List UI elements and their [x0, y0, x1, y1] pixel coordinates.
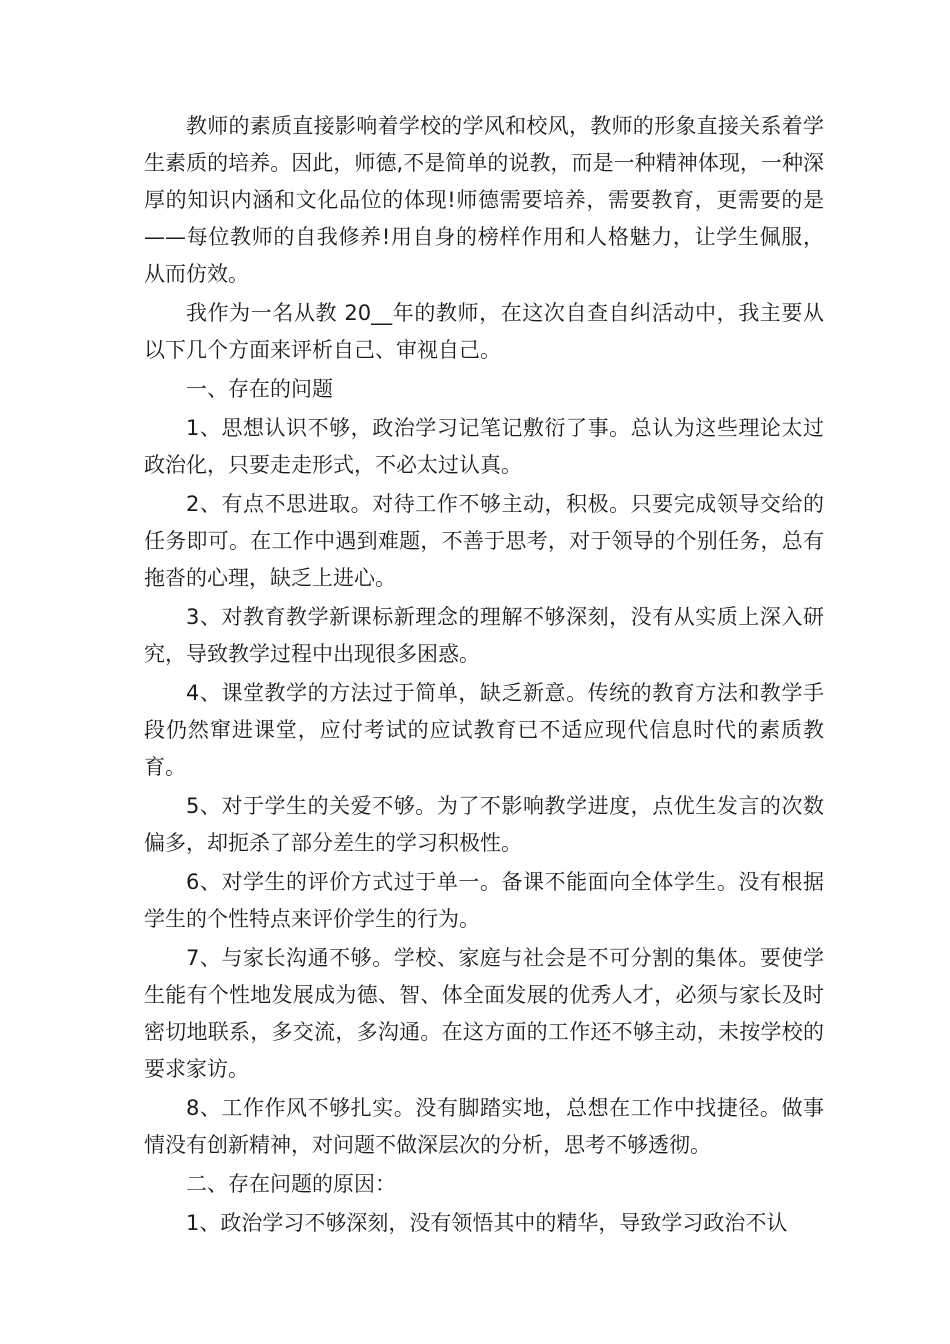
- problem-item-3: 3、对教育教学新课标新理念的理解不够深刻，没有从实质上深入研究，导致教学过程中出现很多困惑。: [144, 605, 824, 666]
- problem-item-7: 7、与家长沟通不够。学校、家庭与社会是不可分割的集体。要使学生能有个性地发展成为德、智、体全面发展的优秀人才，必须与家长及时密切地联系，多交流，多沟通。在这方面的工作还不够主动，未按学校的要求家访。: [144, 946, 824, 1081]
- problem-item-2: 2、有点不思进取。对待工作不够主动，积极。只要完成领导交给的任务即可。在工作中遇到难题，不善于思考，对于领导的个别任务，总有拖沓的心理，缺乏上进心。: [144, 492, 824, 590]
- section-heading-problems: 一、存在的问题: [186, 377, 333, 401]
- section-heading-causes: 二、存在问题的原因：: [186, 1172, 396, 1196]
- problem-item-4: 4、课堂教学的方法过于简单，缺乏新意。传统的教育方法和教学手段仍然窜进课堂，应付考试的应试教育已不适应现代信息时代的素质教育。: [144, 681, 824, 779]
- cause-item-1: 1、政治学习不够深刻，没有领悟其中的精华，导致学习政治不认: [186, 1211, 788, 1235]
- problem-item-5: 5、对于学生的关爱不够。为了不影响教学进度，点优生发言的次数偏多，却扼杀了部分差生的学习积极性。: [144, 794, 824, 855]
- problem-item-1: 1、思想认识不够，政治学习记笔记敷衍了事。总认为这些理论太过政治化，只要走走形式，不必太过认真。: [144, 416, 824, 477]
- problem-item-6: 6、对学生的评价方式过于单一。备课不能面向全体学生。没有根据学生的个性特点来评价学生的行为。: [144, 870, 824, 931]
- document-body: [144, 108, 824, 1244]
- problem-item-8: 8、工作作风不够扎实。没有脚踏实地，总想在工作中找捷径。做事情没有创新精神，对问题不做深层次的分析，思考不够透彻。: [144, 1096, 824, 1157]
- paragraph-self-review: 我作为一名从教 20__年的教师，在这次自查自纠活动中，我主要从以下几个方面来评析自己、审视自己。: [144, 301, 824, 362]
- paragraph-intro: 教师的素质直接影响着学校的学风和校风，教师的形象直接关系着学生素质的培养。因此，师德,不是简单的说教，而是一种精神体现，一种深厚的知识内涵和文化品位的体现!师德需要培养，需要教育，更需要的是——每位教师的自我修养!用自身的榜样作用和人格魅力，让学生佩服，从而仿效。: [144, 114, 824, 286]
